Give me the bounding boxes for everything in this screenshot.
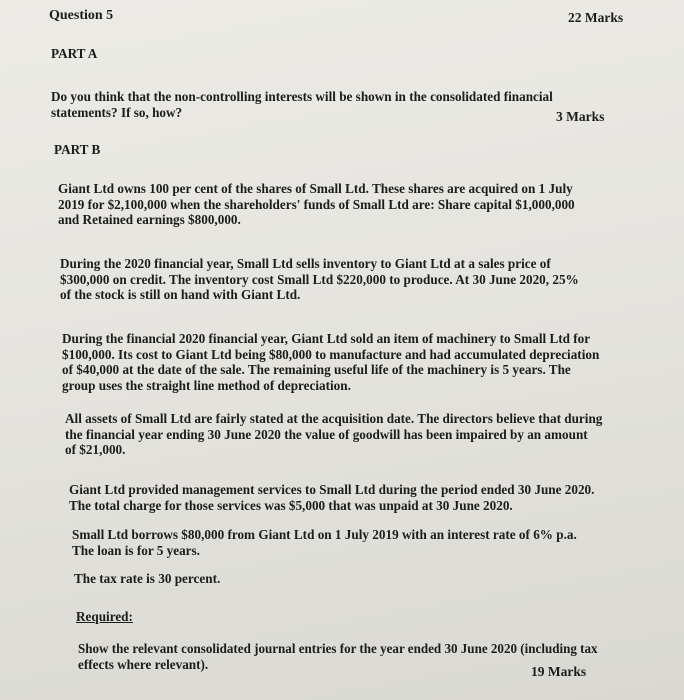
paragraph-line: The loan is for 5 years.	[72, 542, 200, 558]
paragraph-loan	[72, 527, 592, 558]
part-a-question	[51, 89, 611, 120]
part-a-marks: 3 Marks	[556, 109, 605, 124]
required-line: Show the relevant consolidated journal entries for the year ended 30 June 2020 (including tax	[78, 641, 598, 656]
paragraph-machinery	[62, 331, 622, 393]
required-line: effects where relevant).	[78, 656, 209, 672]
paragraph-line: $300,000 on credit. The inventory cost Small Ltd $220,000 to produce. At 30 June 2020, 25%	[60, 271, 579, 287]
paragraph-line: of the stock is still on hand with Giant Ltd.	[60, 287, 301, 302]
part-a-line: statements? If so, how?	[51, 104, 183, 120]
paragraph-line: Small Ltd borrows $80,000 from Giant Ltd on 1 July 2019 with an interest rate of 6% p.a.	[72, 527, 577, 542]
paragraph-goodwill	[65, 411, 620, 458]
paragraph-line: group uses the straight line method of depreciation.	[62, 377, 351, 393]
required-marks: 19 Marks	[531, 664, 587, 679]
paragraph-line: Giant Ltd provided management services to Small Ltd during the period ended 30 June 2020.	[69, 482, 595, 497]
part-a-heading: PART A	[51, 46, 98, 61]
paragraph-line: The total charge for those services was $5,000 that was unpaid at 30 June 2020.	[69, 497, 513, 513]
required-heading: Required:	[76, 609, 133, 624]
paragraph-line: During the 2020 financial year, Small Ltd sells inventory to Giant Ltd at a sales price of	[60, 256, 551, 271]
paragraph-line: $100,000. Its cost to Giant Ltd being $80,000 to manufacture and had accumulated depreciation	[62, 346, 600, 362]
paragraph-line: All assets of Small Ltd are fairly stated at the acquisition date. The directors believe that during	[65, 411, 603, 426]
paragraph-line: the financial year ending 30 June 2020 the value of goodwill has been impaired by an amount	[65, 426, 588, 442]
paragraph-line: of $40,000 at the date of the sale. The remaining useful life of the machinery is 5 years. The	[62, 362, 571, 377]
paragraph-line: Giant Ltd owns 100 per cent of the shares of Small Ltd. These shares are acquired on 1 July	[58, 181, 573, 196]
part-a-line: Do you think that the non-controlling interests will be shown in the consolidated financial	[51, 89, 553, 104]
paragraph-line: During the financial 2020 financial year, Giant Ltd sold an item of machinery to Small Ltd for	[62, 331, 591, 346]
required-instructions	[78, 641, 598, 672]
paragraph-inventory	[60, 256, 628, 303]
paragraph-acquisition	[58, 181, 628, 228]
paragraph-line: The tax rate is 30 percent.	[74, 571, 221, 586]
part-b-heading: PART B	[54, 142, 101, 157]
question-title: Question 5	[49, 8, 114, 23]
paragraph-line: of $21,000.	[65, 442, 126, 457]
paragraph-tax-rate	[74, 571, 374, 587]
paragraph-management-services	[69, 482, 614, 513]
question-marks: 22 Marks	[568, 10, 624, 25]
paragraph-line: and Retained earnings $800,000.	[58, 212, 241, 227]
paragraph-line: 2019 for $2,100,000 when the shareholders' funds of Small Ltd are: Share capital $1,000,000	[58, 196, 575, 212]
